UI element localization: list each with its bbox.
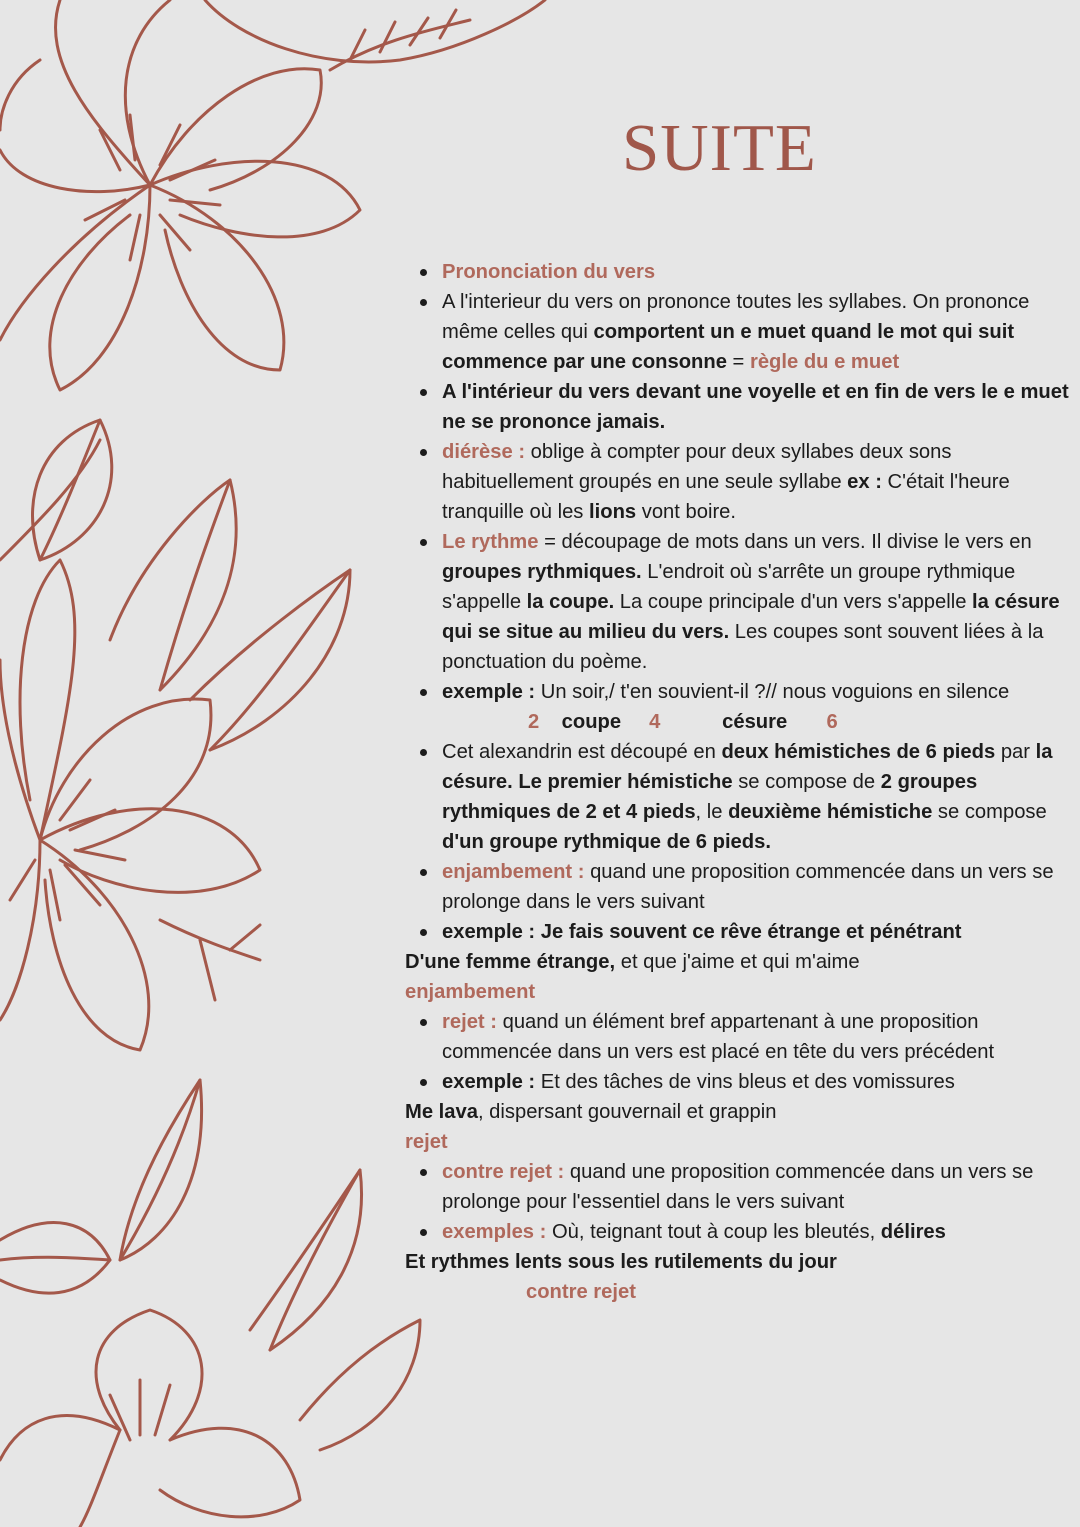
text: = <box>726 351 750 373</box>
text-bold: Je fais souvent ce rêve étrange et pénétrant <box>535 921 962 943</box>
scan-label-coupe: coupe <box>561 711 622 733</box>
text-bold: délires <box>880 1221 946 1243</box>
example-line <box>405 1247 1080 1277</box>
text: vont boire. <box>636 501 736 523</box>
text: quand une proposition commencée dans un vers se prolonge pour l'essentiel dans le vers suivant <box>442 1161 1034 1213</box>
text-bold: Et rythmes lents sous les rutilements du jour <box>405 1251 837 1273</box>
text: quand une proposition commencée dans un vers se prolonge dans le vers suivant <box>442 861 1054 913</box>
text: A l'interieur du vers on prononce toutes les syllabes. On prononce même celles qui <box>442 291 1030 343</box>
text: se compose <box>932 801 1047 823</box>
text: , le <box>695 801 729 823</box>
text-bold: deux hémistiches de 6 pieds <box>721 741 996 763</box>
scansion-line <box>405 707 1080 737</box>
text-bold: lions <box>589 501 637 523</box>
scan-label-cesure: césure <box>722 711 788 733</box>
tag-contre-rejet: contre rejet <box>526 1281 636 1303</box>
text: se compose de <box>732 771 881 793</box>
flower-middle <box>0 440 350 1260</box>
list-item-syllabes <box>442 287 1080 377</box>
text-bold: Me lava <box>405 1101 478 1123</box>
text: Un soir,/ t'en souvient-il ?// nous voguions en silence <box>535 681 1010 703</box>
text: Cet alexandrin est découpé en <box>442 741 722 763</box>
list-item-exemple-3 <box>442 1067 1080 1097</box>
term-dierese: diérèse : <box>442 441 526 463</box>
text: La coupe principale d'un vers s'appelle <box>614 591 973 613</box>
list-item-exemple-1 <box>442 677 1080 707</box>
text: par <box>995 741 1036 763</box>
list-item-alexandrin <box>442 737 1080 857</box>
text-bold: ex : <box>847 471 882 493</box>
text-bold: exemple : <box>442 1071 536 1093</box>
text-bold: deuxième hémistiche <box>728 801 933 823</box>
list-item-prononciation <box>442 257 1080 287</box>
scan-number: 6 <box>826 711 838 733</box>
tag-enjambement: enjambement <box>405 981 536 1003</box>
text: Où, teignant tout à coup les bleutés, <box>546 1221 881 1243</box>
text: , dispersant gouvernail et grappin <box>477 1101 777 1123</box>
list-item-dierese <box>442 437 1080 527</box>
example-line <box>405 1097 1080 1127</box>
text-bold: comportent un e muet quand le mot qui suit commence par une consonne <box>442 321 1015 373</box>
text: et que j'aime et qui m'aime <box>615 951 860 973</box>
list-item-rythme <box>442 527 1080 677</box>
list-item-rejet <box>442 1007 1080 1067</box>
scan-number: 2 <box>528 711 540 733</box>
term-rejet: rejet : <box>442 1011 497 1033</box>
text: quand un élément bref appartenant à une proposition commencée dans un vers est placé en tête du vers précédent <box>442 1011 995 1063</box>
term-enjambement: enjambement : <box>442 861 585 883</box>
text: oblige à compter pour deux syllabes deux sons habituellement groupés en une seule syllabe <box>442 441 952 493</box>
text: Et des tâches de vins bleus et des vomissures <box>535 1071 955 1093</box>
notes-list-3 <box>405 1007 1080 1097</box>
text-bold: la coupe. <box>526 591 615 613</box>
notes-list-4 <box>405 1157 1080 1247</box>
text-bold: exemple : <box>442 921 536 943</box>
term-regle-e-muet: règle du e muet <box>749 351 900 373</box>
text-bold: 2 groupes rythmiques de 2 et 4 pieds <box>442 771 978 823</box>
page-title: SUITE <box>622 111 817 185</box>
list-item-e-muet <box>442 377 1080 437</box>
scan-number: 4 <box>649 711 661 733</box>
text-bold: A l'intérieur du vers devant une voyelle et en fin de vers le e muet ne se prononce jamais. <box>442 381 1069 433</box>
list-item-enjambement <box>442 857 1080 917</box>
text: C'était l'heure tranquille où les <box>442 471 1010 523</box>
list-item-exemples-4 <box>442 1217 1080 1247</box>
text-bold: la césure. Le premier hémistiche <box>442 741 1053 793</box>
list-item-exemple-2 <box>442 917 1080 947</box>
flower-bottom <box>0 1170 420 1527</box>
text: Les coupes sont souvent liées à la ponctuation du poème. <box>442 621 1044 673</box>
notes-list-1 <box>405 257 1080 707</box>
list-item-contre-rejet <box>442 1157 1080 1217</box>
example-line <box>405 947 1080 977</box>
term-rythme: Le rythme <box>442 531 539 553</box>
text: L'endroit où s'arrête un groupe rythmique s'appelle <box>442 561 1016 613</box>
tag-rejet: rejet <box>405 1131 448 1153</box>
heading-prononciation: Prononciation du vers <box>442 261 656 283</box>
text-bold: groupes rythmiques. <box>442 561 642 583</box>
notes-content <box>405 257 1080 1307</box>
text-bold: exemple : <box>442 681 536 703</box>
term-exemples: exemples : <box>442 1221 547 1243</box>
term-contre-rejet: contre rejet : <box>442 1161 565 1183</box>
text-bold: la césure qui se situe au milieu du vers. <box>442 591 1060 643</box>
notes-list-2 <box>405 737 1080 947</box>
text: = découpage de mots dans un vers. Il divise le vers en <box>538 531 1032 553</box>
text-bold: D'une femme étrange, <box>405 951 616 973</box>
text-bold: d'un groupe rythmique de 6 pieds. <box>442 831 771 853</box>
